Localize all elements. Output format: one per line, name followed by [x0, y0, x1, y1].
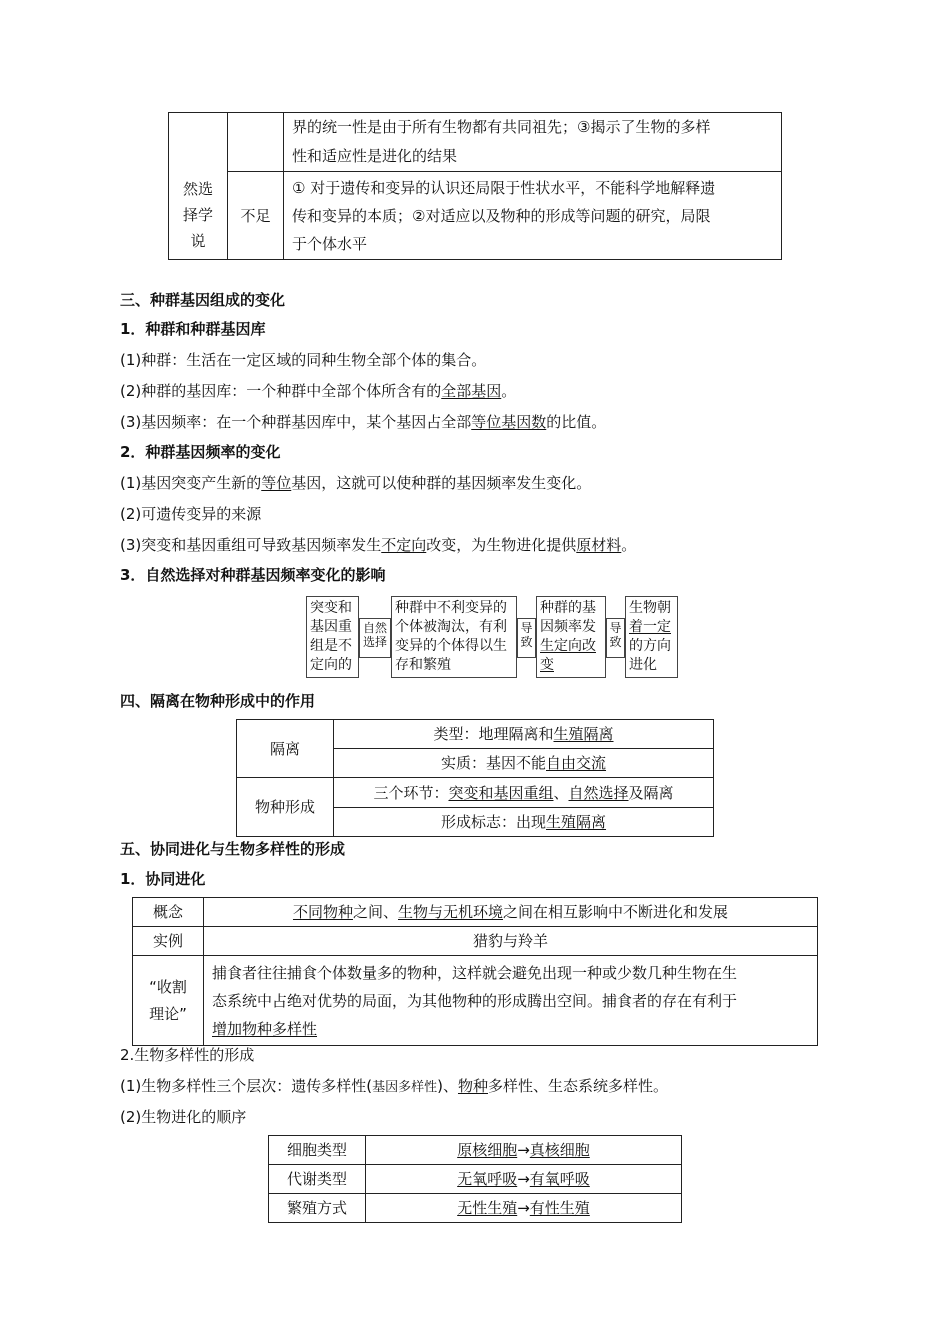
paragraph: (1)种群：生活在一定区域的同种生物全部个体的集合。 [120, 351, 487, 369]
table-row-label: 实例 [133, 927, 204, 956]
table-row-label: 概念 [133, 898, 204, 927]
table-row-label: 细胞类型 [269, 1136, 366, 1165]
table-cell: 猎豹与羚羊 [204, 927, 818, 956]
subheading: 1．协同进化 [120, 870, 206, 888]
table-cell: 原核细胞→真核细胞 [366, 1136, 682, 1165]
natural-selection-table [168, 112, 782, 260]
table-row-label: 繁殖方式 [269, 1194, 366, 1223]
flow-box-mutation: 突变和 基因重 组是不 定向的 [306, 596, 359, 678]
table-cell-shortcoming-label: 不足 [228, 172, 284, 260]
paragraph: (1)基因突变产生新的等位基因，这就可以使种群的基因频率发生变化。 [120, 474, 592, 492]
table-cell: 无氧呼吸→有氧呼吸 [366, 1165, 682, 1194]
subheading: 1．种群和种群基因库 [120, 320, 266, 338]
paragraph: (3)突变和基因重组可导致基因频率发生不定向改变，为生物进化提供原材料。 [120, 536, 637, 554]
table-cell: 三个环节：突变和基因重组、自然选择及隔离 [334, 778, 714, 808]
paragraph: (2)可遗传变异的来源 [120, 505, 262, 523]
subheading: 2.生物多样性的形成 [120, 1046, 255, 1064]
flow-box-evolution: 生物朝 着一定 的方向 进化 [625, 596, 678, 678]
subheading: 3．自然选择对种群基因频率变化的影响 [120, 566, 386, 584]
paragraph: (1)生物多样性三个层次：遗传多样性(基因多样性)、物种多样性、生态系统多样性。 [120, 1077, 669, 1095]
table-row-label: 物种形成 [237, 778, 334, 837]
paragraph: (2)种群的基因库：一个种群中全部个体所含有的全部基因。 [120, 382, 517, 400]
table-cell: 无性生殖→有性生殖 [366, 1194, 682, 1223]
table-cell-significance: 界的统一性是由于所有生物都有共同祖先；③揭示了生物的多样 性和适应性是进化的结果 [284, 113, 782, 172]
table-cell: 类型：地理隔离和生殖隔离 [334, 720, 714, 749]
table-cell-empty [228, 113, 284, 172]
table-row-label: 代谢类型 [269, 1165, 366, 1194]
flow-box-elimination: 种群中不利变异的 个体被淘汰，有利 变异的个体得以生 存和繁殖 [391, 596, 517, 678]
table-row-label: 隔离 [237, 720, 334, 778]
table-row-label: 然选择学说 [169, 113, 228, 260]
flow-arrow-lead-to: 导致 [517, 618, 536, 658]
paragraph: (3)基因频率：在一个种群基因库中，某个基因占全部等位基因数的比值。 [120, 413, 607, 431]
flow-arrow-natural-selection: 自然选择 [359, 618, 391, 658]
table-cell-shortcoming: ① 对于遗传和变异的认识还局限于性状水平，不能科学地解释遗 传和变异的本质；②对适应以及物种的形成等问题的研究，局限 于个体水平 [284, 172, 782, 260]
table-row-label: “收割 理论” [133, 956, 204, 1046]
table-cell: 实质：基因不能自由交流 [334, 749, 714, 778]
section-heading: 五、协同进化与生物多样性的形成 [120, 840, 346, 858]
section-heading: 三、种群基因组成的变化 [120, 291, 286, 309]
coevolution-table [132, 897, 818, 1046]
section-heading: 四、隔离在物种形成中的作用 [120, 692, 316, 710]
flow-box-frequency-change: 种群的基 因频率发 生定向改 变 [536, 596, 606, 678]
table-cell: 不同物种之间、生物与无机环境之间在相互影响中不断进化和发展 [204, 898, 818, 927]
flow-arrow-lead-to: 导致 [606, 618, 625, 658]
evolution-order-table [268, 1135, 682, 1223]
table-cell: 捕食者往往捕食个体数量多的物种，这样就会避免出现一种或少数几种生物在生 态系统中占绝对优势的局面，为其他物种的形成腾出空间。捕食者的存在有利于 增加物种多样性 [204, 956, 818, 1046]
paragraph: (2)生物进化的顺序 [120, 1108, 247, 1126]
subheading: 2．种群基因频率的变化 [120, 443, 281, 461]
isolation-table [236, 719, 714, 837]
table-cell: 形成标志：出现生殖隔离 [334, 808, 714, 837]
